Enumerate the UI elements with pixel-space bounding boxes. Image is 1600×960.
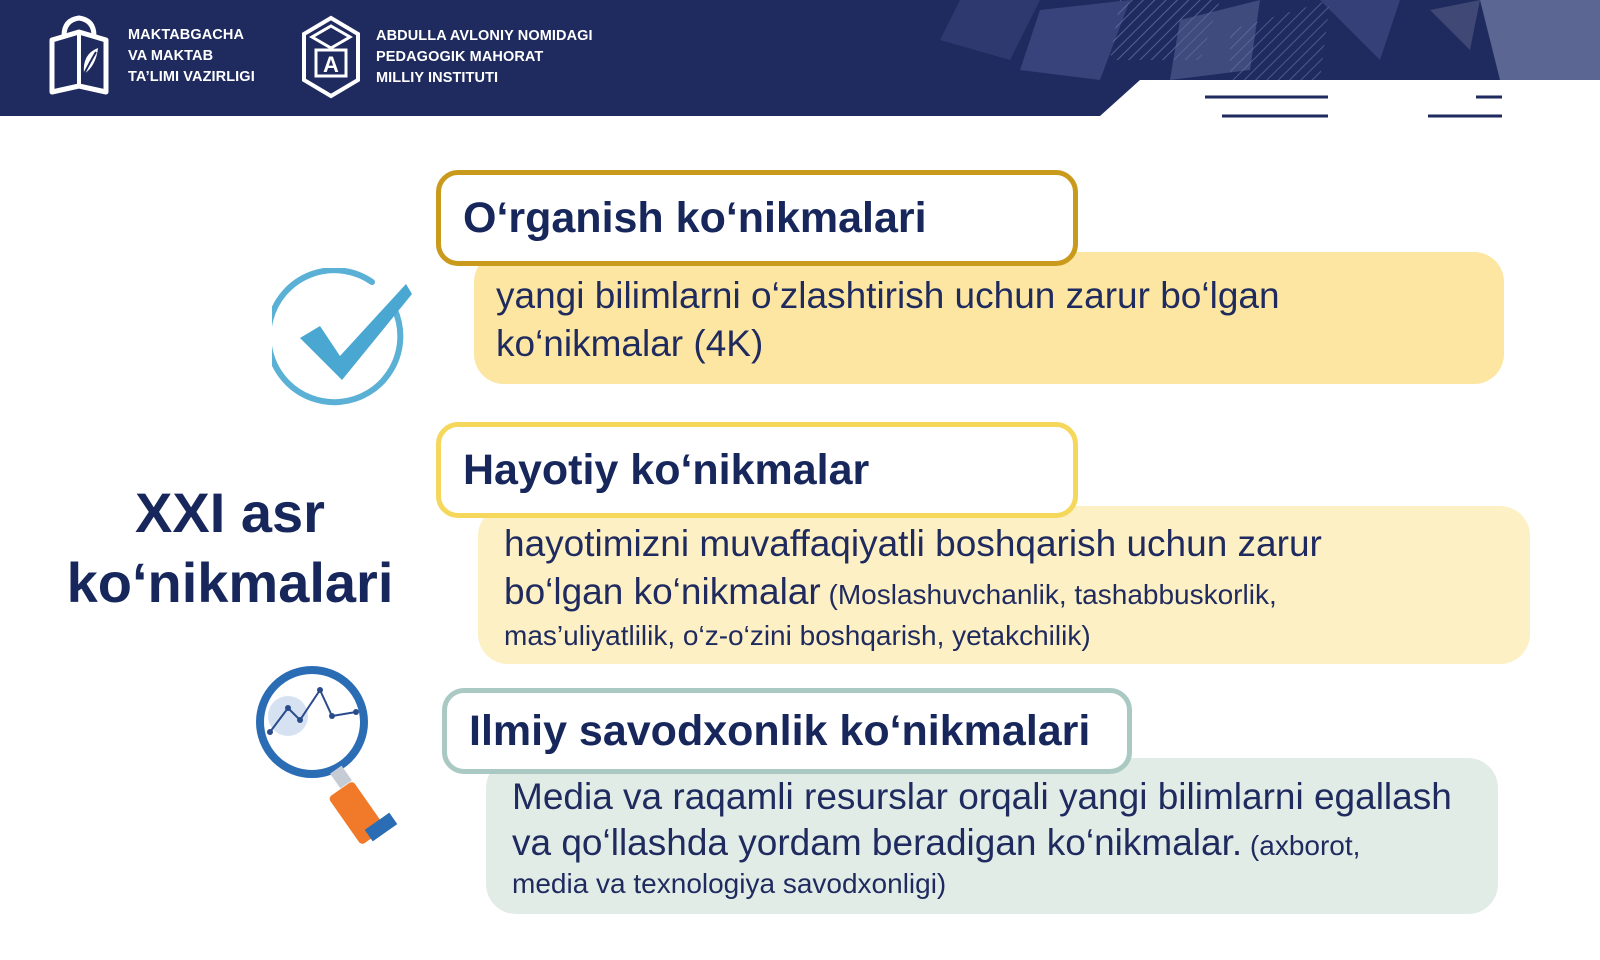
learning-skills-description xyxy=(496,272,1280,368)
learning-skills-desc-line1: yangi bilimlarni o‘zlashtirish uchun zarur bo‘lgan xyxy=(496,275,1280,316)
ministry-name-line1: MAKTABGACHA xyxy=(128,26,245,43)
learning-skills-heading-box xyxy=(436,170,1078,266)
side-title xyxy=(30,478,430,618)
hexagon-emblem-icon xyxy=(300,14,362,100)
checkmark-circle-icon xyxy=(272,268,418,414)
life-skills-desc-line2: bo‘lgan ko‘nikmalar xyxy=(504,571,821,612)
scientific-literacy-title: Ilmiy savodxonlik ko‘nikmalari xyxy=(469,706,1091,755)
ministry-logo xyxy=(44,14,255,98)
scientific-literacy-examples-part1: (axborot, xyxy=(1242,830,1361,861)
life-skills-examples-part1: (Moslashuvchanlik, tashabbuskorlik, xyxy=(820,579,1277,610)
side-title-line1: XXI asr xyxy=(135,481,325,544)
institute-name-line3: MILLIY INSTITUTI xyxy=(376,69,499,86)
learning-skills-desc-line2: ko‘nikmalar (4K) xyxy=(496,323,764,364)
life-skills-desc-line1: hayotimizni muvaffaqiyatli boshqarish uchun zarur xyxy=(504,523,1322,564)
institute-logo xyxy=(300,14,593,100)
life-skills-examples-part2: mas’uliyatlilik, o‘z-o‘zini boshqarish, yetakchilik) xyxy=(504,620,1091,651)
ministry-name-line3: TA’LIMI VAZIRLIGI xyxy=(128,68,255,85)
open-book-leaf-icon xyxy=(44,14,114,98)
scientific-literacy-examples-part2: media va texnologiya savodxonligi) xyxy=(512,868,947,899)
magnifier-chart-icon xyxy=(248,660,408,856)
scientific-literacy-description xyxy=(512,774,1452,900)
scientific-literacy-desc-line1: Media va raqamli resurslar orqali yangi bilimlarni egallash xyxy=(512,776,1452,817)
learning-skills-title: O‘rganish ko‘nikmalari xyxy=(463,193,927,242)
institute-name-line2: PEDAGOGIK MAHORAT xyxy=(376,48,544,65)
institute-logo-letter: A xyxy=(323,52,339,77)
life-skills-title: Hayotiy ko‘nikmalar xyxy=(463,445,870,494)
scientific-literacy-desc-line2: va qo‘llashda yordam beradigan ko‘nikmalar. xyxy=(512,822,1243,863)
life-skills-heading-box xyxy=(436,422,1078,518)
side-title-line2: ko‘nikmalari xyxy=(66,551,394,614)
ministry-name-line2: VA MAKTAB xyxy=(128,47,214,64)
institute-name-line1: ABDULLA AVLONIY NOMIDAGI xyxy=(376,27,593,44)
decorative-lines xyxy=(0,92,1600,124)
scientific-literacy-heading-box xyxy=(442,688,1132,774)
life-skills-description xyxy=(504,520,1322,652)
